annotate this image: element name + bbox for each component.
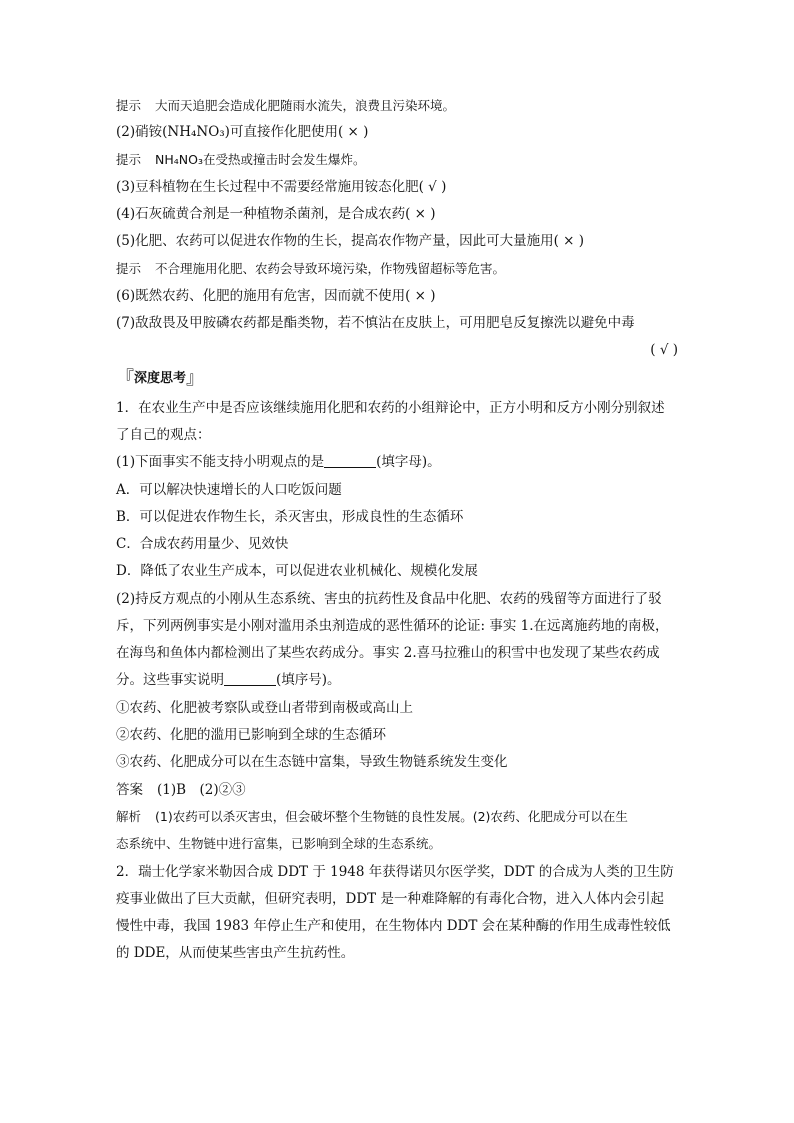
- answer-line: [116, 780, 678, 800]
- choice-1: ①农药、化肥被考察队或登山者带到南极或高山上: [116, 700, 413, 716]
- judgment-item-4: (4)石灰硫黄合剂是一种植物杀菌剂，是合成农药( × ): [116, 206, 436, 222]
- question-2-line-3: 慢性中毒，我国 1983 年停止生产和使用，在生物体内 DDT 会在某种酶的作用生成毒性较低: [116, 918, 671, 934]
- heading-title: 深度思考: [134, 371, 187, 386]
- heading-open-bracket: 『: [116, 368, 134, 389]
- heading-close-bracket: 』: [186, 368, 205, 389]
- analysis-text: (1)农药可以杀灭害虫，但会破坏整个生物链的良性发展。(2)农药、化肥成分可以在生: [155, 809, 628, 824]
- question-1-part-2-line-1: (2)持反方观点的小刚从生态系统、害虫的抗药性及食品中化肥、农药的残留等方面进行了驳: [116, 591, 662, 607]
- question-1-part-1: [116, 452, 678, 472]
- hint-label: 提示: [116, 98, 142, 113]
- hint-line-3: [116, 259, 678, 279]
- hint-line-2: [116, 150, 678, 170]
- answer-text: (1)B (2)②③: [157, 782, 246, 798]
- question-1-part-2-line-4: [116, 670, 678, 690]
- analysis-label: 解析: [116, 809, 142, 824]
- analysis-line-1: [116, 807, 678, 827]
- option-d: D．降低了农业生产成本，可以促进农业机械化、规模化发展: [116, 563, 478, 579]
- question-2-line-2: 疫事业做出了巨大贡献，但研究表明，DDT 是一种难降解的有毒化合物，进入人体内会引起: [116, 891, 664, 907]
- judgment-item-6: (6)既然农药、化肥的施用有危害，因而就不使用( × ): [116, 288, 436, 304]
- hint-text: 大而天追肥会造成化肥随雨水流失，浪费且污染环境。: [155, 98, 456, 113]
- hint-label: 提示: [116, 152, 142, 167]
- part-2-suffix: (填序号)。: [276, 672, 341, 688]
- analysis-line-2: 态系统中、生物链中进行富集，已影响到全球的生态系统。: [116, 836, 442, 851]
- option-c: C．合成农药用量少、见效快: [116, 536, 289, 552]
- hint-label: 提示: [116, 261, 142, 276]
- option-a: A．可以解决快速增长的人口吃饭问题: [116, 482, 342, 498]
- hint-text: NH₄NO₃在受热或撞击时会发生爆炸。: [155, 152, 366, 167]
- part-1-text: (1)下面事实不能支持小明观点的是: [116, 454, 325, 470]
- judgment-item-7: (7)敌敌畏及甲胺磷农药都是酯类物，若不慎沾在皮肤上，可用肥皂反复擦洗以避免中毒: [116, 315, 635, 331]
- judgment-item-7-answer: ( √ ): [650, 342, 678, 358]
- hint-line-1: [116, 96, 678, 116]
- answer-blank: [324, 453, 376, 468]
- question-1-part-2-line-2: 斥，下列两例事实是小刚对滥用杀虫剂造成的恶性循环的论证: 事实 1.在远离施药地的南极，: [116, 618, 669, 634]
- question-1-stem-1: 1．在农业生产中是否应该继续施用化肥和农药的小组辩论中，正方小明和反方小刚分别叙述: [116, 400, 665, 416]
- choice-2: ②农药、化肥的滥用已影响到全球的生态循环: [116, 727, 386, 743]
- judgment-item-3: (3)豆科植物在生长过程中不需要经常施用铵态化肥( √ ): [116, 179, 447, 195]
- question-2-line-4: 的 DDE，从而使某些害虫产生抗药性。: [116, 945, 355, 961]
- choice-3: ③农药、化肥成分可以在生态链中富集，导致生物链系统发生变化: [116, 754, 508, 770]
- answer-label: 答案: [116, 782, 143, 798]
- judgment-item-5: (5)化肥、农药可以促进农作物的生长，提高农作物产量，因此可大量施用( × ): [116, 233, 585, 249]
- part-2-text: 分。这些事实说明: [116, 672, 224, 688]
- hint-text: 不合理施用化肥、农药会导致环境污染，作物残留超标等危害。: [155, 261, 506, 276]
- question-2-line-1: 2．瑞士化学家米勒因合成 DDT 于 1948 年获得诺贝尔医学奖，DDT 的合成为人类的卫生防: [116, 864, 674, 880]
- question-1-part-2-line-3: 在海鸟和鱼体内都检测出了某些农药成分。事实 2.喜马拉雅山的积雪中也发现了某些农药成: [116, 645, 660, 661]
- option-b: B．可以促进农作物生长，杀灭害虫，形成良性的生态循环: [116, 509, 464, 525]
- section-heading: [116, 369, 678, 389]
- part-1-suffix: (填字母)。: [376, 454, 441, 470]
- answer-blank: [224, 671, 276, 686]
- judgment-item-2: (2)硝铵(NH₄NO₃)可直接作化肥使用( × ): [116, 124, 369, 140]
- question-1-stem-2: 了自己的观点：: [116, 427, 211, 443]
